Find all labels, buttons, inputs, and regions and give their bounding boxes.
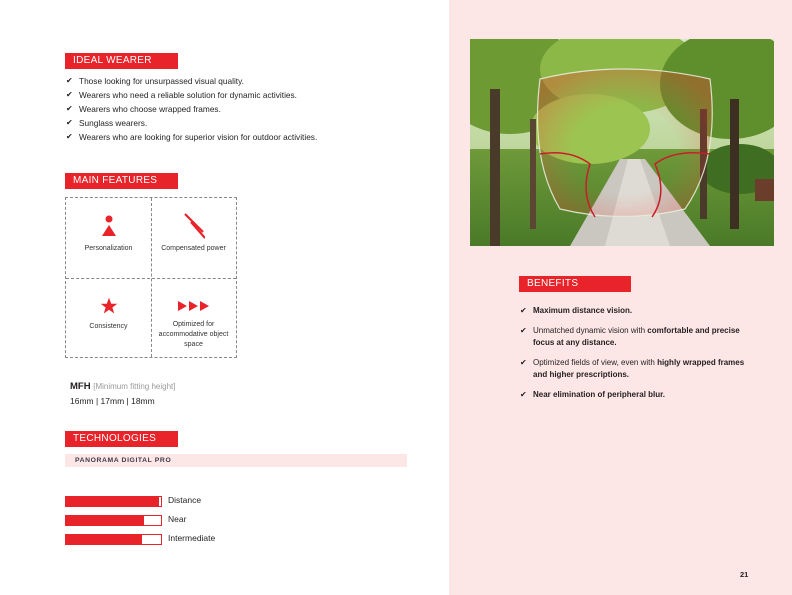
distance-label: Distance bbox=[168, 495, 202, 505]
person-icon bbox=[66, 210, 151, 242]
check-icon: ✔ bbox=[66, 104, 73, 113]
technologies-heading: TECHNOLOGIES bbox=[65, 431, 178, 447]
check-icon: ✔ bbox=[66, 118, 73, 127]
check-icon: ✔ bbox=[66, 132, 73, 141]
check-icon: ✔ bbox=[520, 306, 527, 315]
benefits-list bbox=[520, 305, 755, 409]
bar-fill bbox=[66, 497, 159, 506]
check-icon: ✔ bbox=[520, 326, 527, 335]
intermediate-label: Intermediate bbox=[168, 533, 216, 543]
technology-name-bar bbox=[65, 454, 407, 467]
technology-name: PANORAMA DIGITAL PRO bbox=[75, 457, 172, 464]
near-bar bbox=[65, 515, 162, 526]
feature-personalization: Personalization bbox=[66, 198, 151, 278]
triple-arrow-icon bbox=[151, 290, 236, 322]
star-icon bbox=[66, 290, 151, 322]
park-lens-photo bbox=[470, 39, 774, 246]
ideal-wearer-heading: IDEAL WEARER bbox=[65, 53, 178, 69]
list-item: ✔ Wearers who need a reliable solution for dynamic activities. bbox=[66, 90, 297, 100]
list-item: ✔ Wearers who are looking for superior vision for outdoor activities. bbox=[66, 132, 318, 142]
feature-compensated-power: Compensated power bbox=[151, 198, 236, 278]
mfh-label: MFH [Minimum fitting height] bbox=[70, 381, 176, 392]
features-grid bbox=[65, 197, 237, 358]
list-item: ✔ Maximum distance vision. bbox=[520, 306, 633, 315]
list-item: ✔ Wearers who choose wrapped frames. bbox=[66, 104, 221, 114]
list-item: ✔ Near elimination of peripheral blur. bbox=[520, 390, 666, 399]
benefits-heading: BENEFITS bbox=[519, 276, 631, 292]
bar-fill bbox=[66, 535, 142, 544]
ideal-wearer-list bbox=[66, 74, 317, 144]
feature-consistency: Consistency bbox=[66, 278, 151, 358]
list-item: ✔ Sunglass wearers. bbox=[66, 118, 148, 128]
page-number: 21 bbox=[740, 570, 749, 579]
main-features-heading: MAIN FEATURES bbox=[65, 173, 178, 189]
check-icon: ✔ bbox=[520, 358, 527, 367]
bar-fill bbox=[66, 516, 144, 525]
near-label: Near bbox=[168, 514, 187, 524]
check-icon: ✔ bbox=[66, 90, 73, 99]
intermediate-bar bbox=[65, 534, 162, 545]
check-icon: ✔ bbox=[66, 76, 73, 85]
distance-bar bbox=[65, 496, 162, 507]
list-item: ✔ Unmatched dynamic vision with comfortable and precise focus at any distance. bbox=[520, 326, 740, 347]
check-icon: ✔ bbox=[520, 390, 527, 399]
diagonal-lines-icon bbox=[151, 210, 236, 242]
list-item: ✔ Those looking for unsurpassed visual quality. bbox=[66, 76, 244, 86]
feature-accommodative: Optimized for accommodative object space bbox=[151, 278, 236, 358]
list-item: ✔ Optimized fields of view, even with highly wrapped frames and higher prescriptions. bbox=[520, 358, 745, 379]
mfh-values: 16mm | 17mm | 18mm bbox=[70, 396, 155, 406]
